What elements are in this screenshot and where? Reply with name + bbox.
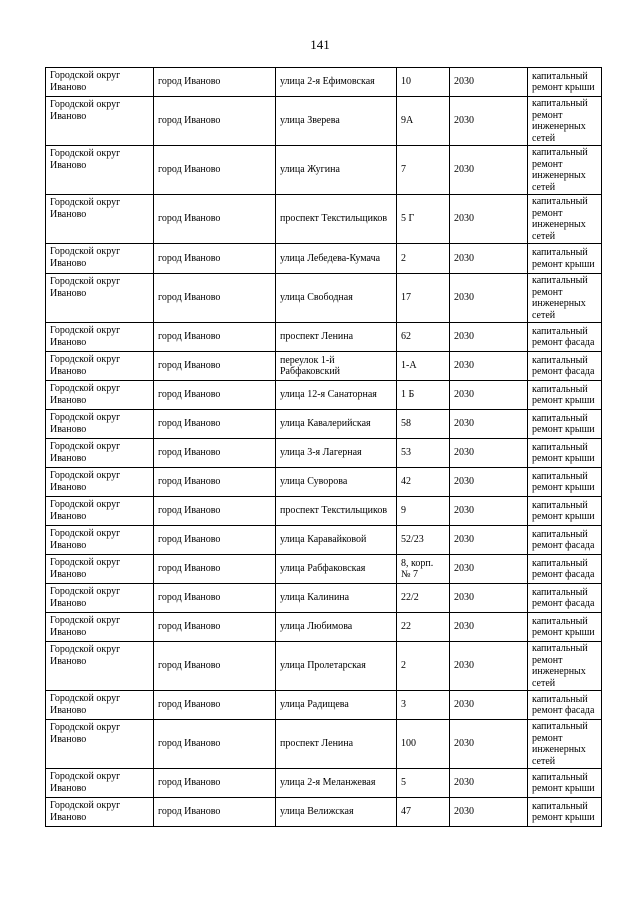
district-cell: Городской округ Иваново [46,526,154,555]
year-cell: 2030 [450,381,528,410]
table-row [46,323,602,352]
year-cell: 2030 [450,555,528,584]
year-cell: 2030 [450,146,528,195]
street-cell: улица Жугина [276,146,397,195]
street-cell: улица Рабфаковская [276,555,397,584]
city-cell: город Иваново [154,555,276,584]
district-cell: Городской округ Иваново [46,769,154,798]
house-number-cell: 3 [397,691,450,720]
table-row [46,613,602,642]
table-row [46,146,602,195]
street-cell: проспект Текстильщиков [276,195,397,244]
work-type-cell: капитальный ремонт фасада [528,526,602,555]
district-cell: Городской округ Иваново [46,410,154,439]
house-number-cell: 5 [397,769,450,798]
table-row [46,555,602,584]
table-row [46,526,602,555]
city-cell: город Иваново [154,68,276,97]
city-cell: город Иваново [154,410,276,439]
house-number-cell: 8, корп. № 7 [397,555,450,584]
year-cell: 2030 [450,352,528,381]
street-cell: улица 2-я Ефимовская [276,68,397,97]
table-row [46,244,602,274]
city-cell: город Иваново [154,274,276,323]
district-cell: Городской округ Иваново [46,381,154,410]
district-cell: Городской округ Иваново [46,274,154,323]
city-cell: город Иваново [154,323,276,352]
district-cell: Городской округ Иваново [46,613,154,642]
district-cell: Городской округ Иваново [46,68,154,97]
street-cell: улица Суворова [276,468,397,497]
city-cell: город Иваново [154,468,276,497]
work-type-cell: капитальный ремонт крыши [528,381,602,410]
house-number-cell: 1-А [397,352,450,381]
street-cell: проспект Ленина [276,323,397,352]
house-number-cell: 52/23 [397,526,450,555]
year-cell: 2030 [450,97,528,146]
table-row [46,769,602,798]
district-cell: Городской округ Иваново [46,97,154,146]
district-cell: Городской округ Иваново [46,555,154,584]
house-number-cell: 9 [397,497,450,526]
district-cell: Городской округ Иваново [46,584,154,613]
work-type-cell: капитальный ремонт крыши [528,410,602,439]
table-row [46,584,602,613]
year-cell: 2030 [450,497,528,526]
city-cell: город Иваново [154,352,276,381]
district-cell: Городской округ Иваново [46,720,154,769]
district-cell: Городской округ Иваново [46,352,154,381]
city-cell: город Иваново [154,798,276,827]
work-type-cell: капитальный ремонт инженерных сетей [528,720,602,769]
street-cell: улица Каравайковой [276,526,397,555]
year-cell: 2030 [450,195,528,244]
district-cell: Городской округ Иваново [46,798,154,827]
street-cell: улица Зверева [276,97,397,146]
street-cell: улица Калинина [276,584,397,613]
work-type-cell: капитальный ремонт крыши [528,244,602,274]
work-type-cell: капитальный ремонт фасада [528,555,602,584]
district-cell: Городской округ Иваново [46,244,154,274]
district-cell: Городской округ Иваново [46,497,154,526]
house-number-cell: 2 [397,244,450,274]
city-cell: город Иваново [154,195,276,244]
work-type-cell: капитальный ремонт крыши [528,439,602,468]
district-cell: Городской округ Иваново [46,323,154,352]
year-cell: 2030 [450,613,528,642]
district-cell: Городской округ Иваново [46,642,154,691]
street-cell: улица Велижская [276,798,397,827]
work-type-cell: капитальный ремонт фасада [528,352,602,381]
city-cell: город Иваново [154,769,276,798]
house-number-cell: 62 [397,323,450,352]
year-cell: 2030 [450,468,528,497]
year-cell: 2030 [450,769,528,798]
street-cell: улица Пролетарская [276,642,397,691]
city-cell: город Иваново [154,381,276,410]
house-number-cell: 47 [397,798,450,827]
district-cell: Городской округ Иваново [46,468,154,497]
house-number-cell: 22 [397,613,450,642]
year-cell: 2030 [450,642,528,691]
city-cell: город Иваново [154,613,276,642]
street-cell: улица Радищева [276,691,397,720]
table-row [46,642,602,691]
house-number-cell: 53 [397,439,450,468]
city-cell: город Иваново [154,146,276,195]
street-cell: улица 3-я Лагерная [276,439,397,468]
work-type-cell: капитальный ремонт крыши [528,613,602,642]
year-cell: 2030 [450,798,528,827]
page-number: 141 [310,37,330,52]
house-number-cell: 9А [397,97,450,146]
district-cell: Городской округ Иваново [46,146,154,195]
year-cell: 2030 [450,584,528,613]
table-row [46,720,602,769]
work-type-cell: капитальный ремонт фасада [528,691,602,720]
work-type-cell: капитальный ремонт инженерных сетей [528,195,602,244]
house-number-cell: 17 [397,274,450,323]
table-row [46,352,602,381]
repair-schedule-table [45,67,602,827]
year-cell: 2030 [450,323,528,352]
house-number-cell: 5 Г [397,195,450,244]
year-cell: 2030 [450,274,528,323]
city-cell: город Иваново [154,439,276,468]
work-type-cell: капитальный ремонт инженерных сетей [528,642,602,691]
street-cell: проспект Текстильщиков [276,497,397,526]
year-cell: 2030 [450,720,528,769]
year-cell: 2030 [450,244,528,274]
house-number-cell: 1 Б [397,381,450,410]
work-type-cell: капитальный ремонт инженерных сетей [528,274,602,323]
city-cell: город Иваново [154,691,276,720]
house-number-cell: 42 [397,468,450,497]
table-row [46,691,602,720]
district-cell: Городской округ Иваново [46,691,154,720]
street-cell: улица Любимова [276,613,397,642]
city-cell: город Иваново [154,97,276,146]
year-cell: 2030 [450,410,528,439]
city-cell: город Иваново [154,720,276,769]
city-cell: город Иваново [154,642,276,691]
work-type-cell: капитальный ремонт крыши [528,798,602,827]
year-cell: 2030 [450,691,528,720]
street-cell: проспект Ленина [276,720,397,769]
house-number-cell: 22/2 [397,584,450,613]
table-row [46,68,602,97]
work-type-cell: капитальный ремонт фасада [528,584,602,613]
street-cell: улица Свободная [276,274,397,323]
work-type-cell: капитальный ремонт инженерных сетей [528,146,602,195]
work-type-cell: капитальный ремонт фасада [528,323,602,352]
year-cell: 2030 [450,68,528,97]
work-type-cell: капитальный ремонт крыши [528,769,602,798]
table-row [46,497,602,526]
street-cell: переулок 1-й Рабфаковский [276,352,397,381]
street-cell: улица 2-я Меланжевая [276,769,397,798]
table-row [46,439,602,468]
house-number-cell: 100 [397,720,450,769]
table-row [46,195,602,244]
district-cell: Городской округ Иваново [46,195,154,244]
table-row [46,274,602,323]
table-row [46,410,602,439]
district-cell: Городской округ Иваново [46,439,154,468]
table-row [46,468,602,497]
table-row [46,97,602,146]
work-type-cell: капитальный ремонт крыши [528,68,602,97]
city-cell: город Иваново [154,526,276,555]
year-cell: 2030 [450,526,528,555]
work-type-cell: капитальный ремонт крыши [528,497,602,526]
table-body [46,68,602,827]
house-number-cell: 7 [397,146,450,195]
city-cell: город Иваново [154,497,276,526]
table-row [46,381,602,410]
street-cell: улица 12-я Санаторная [276,381,397,410]
city-cell: город Иваново [154,244,276,274]
house-number-cell: 58 [397,410,450,439]
street-cell: улица Кавалерийская [276,410,397,439]
table-row [46,798,602,827]
house-number-cell: 10 [397,68,450,97]
city-cell: город Иваново [154,584,276,613]
house-number-cell: 2 [397,642,450,691]
street-cell: улица Лебедева-Кумача [276,244,397,274]
work-type-cell: капитальный ремонт инженерных сетей [528,97,602,146]
work-type-cell: капитальный ремонт крыши [528,468,602,497]
year-cell: 2030 [450,439,528,468]
